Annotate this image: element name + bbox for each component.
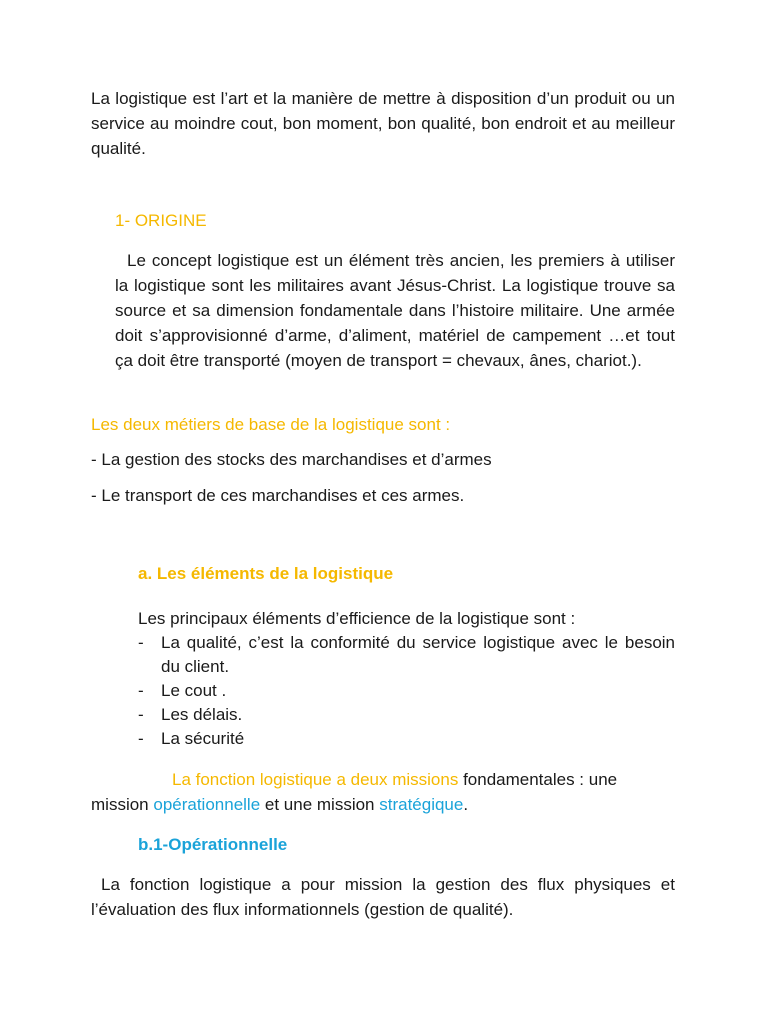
- elements-heading: a. Les éléments de la logistique: [138, 564, 394, 583]
- list-bullet: -: [138, 729, 144, 748]
- missions-lead-highlight: La fonction logistique a deux missions: [172, 770, 459, 789]
- missions-end: .: [463, 795, 469, 814]
- origin-paragraph: [115, 248, 675, 373]
- list-item: [138, 703, 675, 727]
- operational-paragraph-text: La fonction logistique a pour mission la gestion des flux physiques et l’évaluation des flux informationnels (gestion de qualité).: [91, 875, 675, 919]
- list-item-text: La qualité, c’est la conformité du service logistique avec le besoin du client.: [161, 633, 675, 676]
- list-item-text: Le cout .: [161, 681, 227, 700]
- metiers-item-transport: - Le transport de ces marchandises et ces armes.: [91, 486, 465, 505]
- operational-paragraph: [91, 872, 675, 922]
- origin-heading: 1- ORIGINE: [115, 211, 207, 230]
- missions-middle: et une mission: [260, 795, 380, 814]
- missions-lead-rest: fondamentales : une: [458, 770, 618, 789]
- list-item-text: Les délais.: [161, 705, 243, 724]
- list-bullet: -: [138, 681, 144, 700]
- list-bullet: -: [138, 633, 144, 652]
- missions-line2-start: mission: [91, 795, 154, 814]
- metiers-item-stocks: - La gestion des stocks des marchandises et d’armes: [91, 450, 492, 469]
- list-item-text: La sécurité: [161, 729, 245, 748]
- missions-operational: opérationnelle: [153, 795, 261, 814]
- missions-paragraph: [91, 767, 675, 817]
- elements-intro: Les principaux éléments d’efficience de la logistique sont :: [138, 609, 576, 628]
- missions-strategic: stratégique: [379, 795, 464, 814]
- list-item: [138, 631, 675, 679]
- list-bullet: -: [138, 705, 144, 724]
- origin-paragraph-text: Le concept logistique est un élément très ancien, les premiers à utiliser la logistique sont les militaires avant Jésus-Christ. La logistique trouve sa source et sa dimension fondamentale dans l’histoire militaire. Une armée doit s’approvisionné d’arme, d’aliment, matériel de campement …et tout ça doit être transporté (moyen de transport = chevaux, ânes, chariot.).: [115, 251, 675, 370]
- list-item: [138, 727, 675, 751]
- missions-line-1: [91, 767, 675, 792]
- operational-heading: b.1-Opérationnelle: [138, 835, 288, 854]
- metiers-title: Les deux métiers de base de la logistique sont :: [91, 415, 451, 434]
- list-item: [138, 679, 675, 703]
- intro-paragraph: La logistique est l’art et la manière de mettre à disposition d’un produit ou un service au moindre cout, bon moment, bon qualité, bon endroit et au meilleur qualité.: [91, 89, 675, 158]
- elements-list: [138, 631, 675, 751]
